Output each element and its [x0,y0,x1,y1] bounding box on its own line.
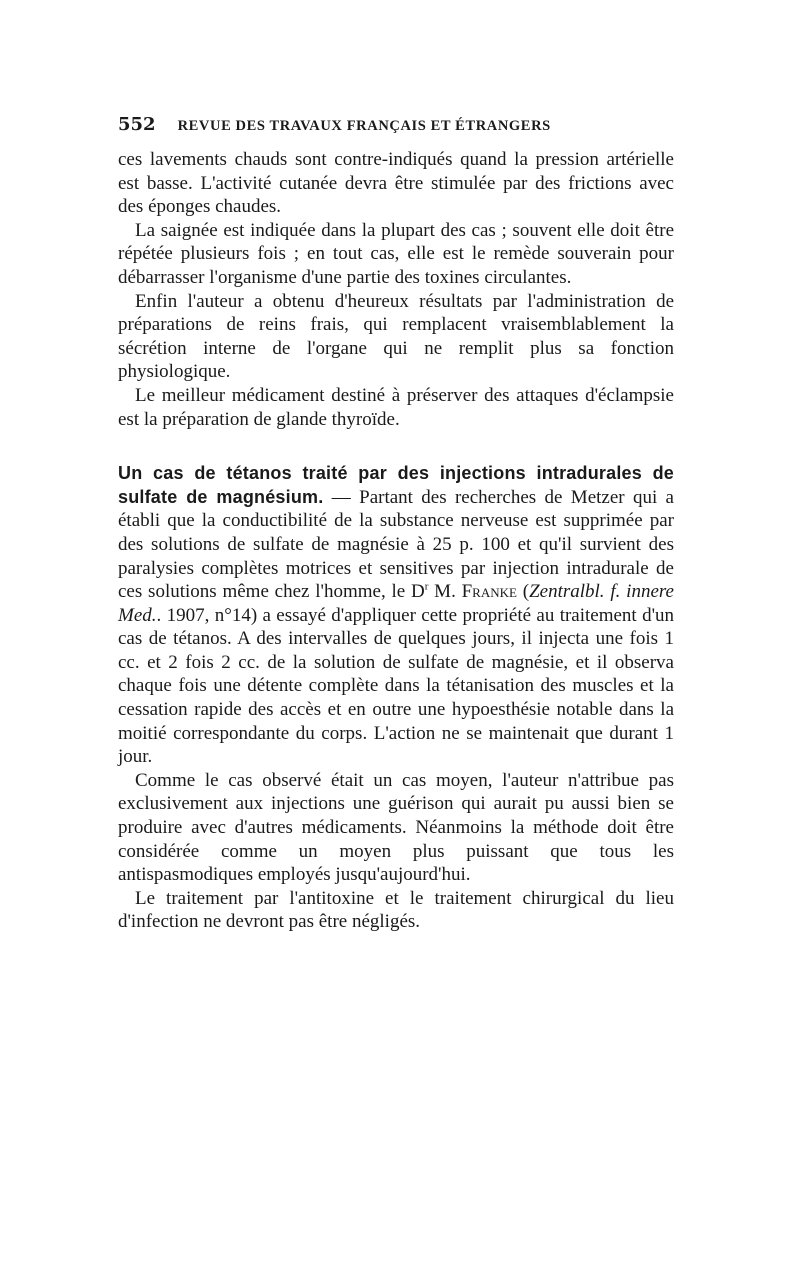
intro-text-before-author: — Partant des recherches de Metzer qui a établi que la conductibilité de la substance nerveuse est supprimée par des solutions de sulfate de magnésie à 25 p. 100 et qu'il survient des paralysies complètes motrices et sensitives par injection intradurale de ces solutions même chez l'homme, le [118,486,674,603]
paragraph: Le meilleur médicament destiné à préserver des attaques d'éclampsie est la préparation de glande thyroïde. [118,384,674,430]
document-page [118,114,674,934]
paragraph: ces lavements chauds sont contre-indiqués quand la pression artérielle est basse. L'activité cutanée devra être stimulée par des frictions avec des éponges chaudes. [118,149,674,218]
author-name: Franke [461,581,517,603]
paragraph: Le traitement par l'antitoxine et le traitement chirurgical du lieu d'infection ne devront pas être négligés. [118,887,674,933]
citation-rest: . 1907, n°14) [156,604,258,626]
page-number: 552 [118,114,156,135]
paragraph: Comme le cas observé était un cas moyen, l'auteur n'attribue pas exclusivement aux injections une guérison qui aurait pu aussi bien se produire avec d'autres médicaments. Néanmoins la méthode doit être considérée comme un moyen plus puissant que tous les antispasmodiques employés jusqu'aujourd'hui. [118,769,674,886]
section-title: Un cas de tétanos traité par des injections intradurales de sulfate de magnésium. [118,463,674,507]
citation-journal: Zentralbl. f. innere Med. [118,581,674,626]
running-head [118,114,674,136]
intro-text-after-author: a essayé d'appliquer cette propriété au traitement d'un cas de tétanos. A des intervalles de quelques jours, il injecta une fois 1 cc. et 2 fois 2 cc. de la solution de sulfate de magnésie, et il observa chaque fois une détente complète dans la tétanisation des muscles et la cessation rapide des accès et en outre une hypoesthésie notable dans la moitié correspondante du corps. L'action ne se maintenait que durant 1 jour. [118,604,674,768]
author-prefix-superscript: r [424,580,429,593]
citation-open: ( [516,581,530,603]
section-tetanos [118,462,674,934]
article-body [118,148,674,934]
section-intro-paragraph [118,462,674,769]
paragraph: La saignée est indiquée dans la plupart des cas ; souvent elle doit être répétée plusieurs fois ; en tout cas, elle est le remède souverain pour débarrasser l'organisme d'une partie des toxines circulantes. [118,219,674,288]
author-prefix: D [410,581,425,603]
author-initial: M. [428,581,462,603]
running-title: REVUE DES TRAVAUX FRANÇAIS ET ÉTRANGERS [177,118,551,134]
paragraph: Enfin l'auteur a obtenu d'heureux résultats par l'administration de préparations de reins frais, qui remplacent vraisemblablement la sécrétion interne de l'organe qui ne remplit plus sa fonction physiologique. [118,290,674,383]
